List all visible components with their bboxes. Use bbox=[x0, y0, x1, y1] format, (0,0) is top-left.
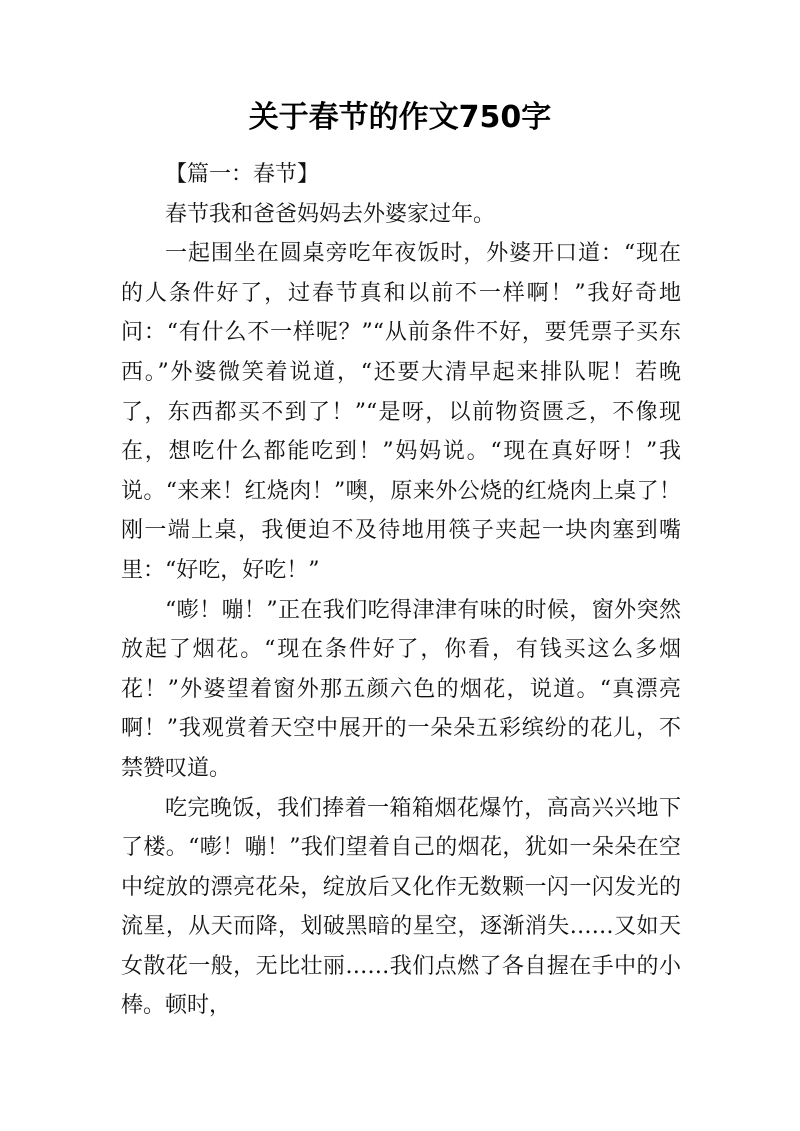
paragraph-1: 春节我和爸爸妈妈去外婆家过年。 bbox=[165, 201, 496, 227]
section-heading: 【篇一：春节】 bbox=[165, 162, 320, 187]
paragraph-2: 一起围坐在圆桌旁吃年夜饭时，外婆开口道：“现在的人条件好了，过春节真和以前不一样啊！”我好奇地问：“有什么不一样呢？”“从前条件不好，要凭票子买东西。”外婆微笑着说道，“还要大清早起来排队呢！若晚了，东西都买不到了！”“是呀，以前物资匮乏，不像现在，想吃什么都能吃到！”妈妈说。“现在真好呀！”我说。“来来！红烧肉！”噢，原来外公烧的红烧肉上桌了！刚一端上桌，我便迫不及待地用筷子夹起一块肉塞到嘴里：“好吃，好吃！” bbox=[121, 241, 681, 583]
paragraph-3: “嘭！嘣！”正在我们吃得津津有味的时候，窗外突然放起了烟花。“现在条件好了，你看，有钱买这么多烟花！”外婆望着窗外那五颜六色的烟花，说道。“真漂亮啊！”我观赏着天空中展开的一朵朵五彩缤纷的花儿，不禁赞叹道。 bbox=[121, 597, 681, 781]
paragraph-4: 吃完晚饭，我们捧着一箱箱烟花爆竹，高高兴兴地下了楼。“嘭！嘣！”我们望着自己的烟花，犹如一朵朵在空中绽放的漂亮花朵，绽放后又化作无数颗一闪一闪发光的流星，从天而降，划破黑暗的星空，逐渐消失……又如天女散花一般，无比壮丽……我们点燃了各自握在手中的小棒。顿时， bbox=[121, 795, 681, 1019]
essay-body bbox=[121, 155, 681, 1026]
page-title: 关于春节的作文750字 bbox=[248, 100, 552, 135]
